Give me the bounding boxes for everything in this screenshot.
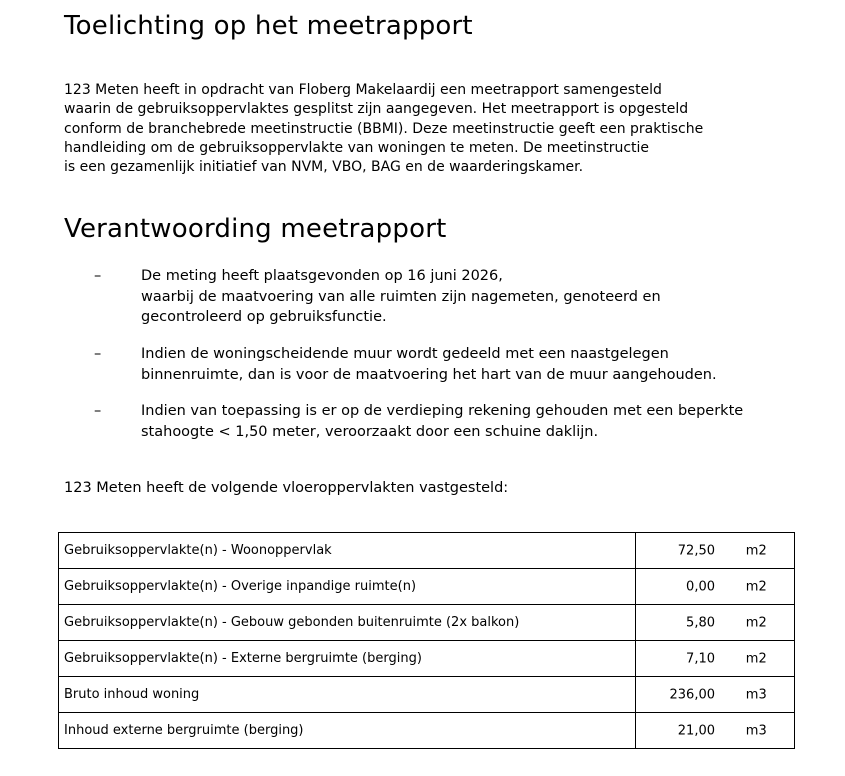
bullet-dash: – <box>94 346 102 362</box>
row-label: Bruto inhoud woning <box>59 677 636 713</box>
row-unit: m2 <box>745 543 767 558</box>
bullet-line: De meting heeft plaatsgevonden op 16 juni 2026, <box>141 268 503 284</box>
bullet-dash: – <box>94 403 102 419</box>
row-value-cell <box>635 533 794 569</box>
row-label: Gebruiksoppervlakte(n) - Gebouw gebonden buitenruimte (2x balkon) <box>59 605 636 641</box>
bullet-line: binnenruimte, dan is voor de maatvoering het hart van de muur aangehouden. <box>141 366 717 383</box>
intro-line: waarin de gebruiksoppervlaktes gesplitst zijn aangegeven. Het meetrapport is opgesteld <box>64 101 689 118</box>
row-value: 0,00 <box>686 579 715 594</box>
intro-line: 123 Meten heeft in opdracht van Floberg Makelaardij een meetrapport samengesteld <box>64 82 662 98</box>
bullet-text <box>141 401 743 442</box>
area-table <box>58 532 795 749</box>
table-row <box>59 605 795 641</box>
bullet-line: Indien van toepassing is er op de verdieping rekening gehouden met een beperkte <box>141 403 744 419</box>
bullet-line: gecontroleerd op gebruiksfunctie. <box>141 309 387 326</box>
intro-paragraph <box>64 81 703 177</box>
row-value: 7,10 <box>686 651 715 666</box>
row-unit: m2 <box>745 579 767 594</box>
row-value-cell <box>635 713 794 749</box>
row-value-cell <box>635 641 794 677</box>
row-value-cell <box>635 605 794 641</box>
section-title-verantwoording: Verantwoording meetrapport <box>64 214 447 244</box>
table-row <box>59 533 795 569</box>
row-value: 236,00 <box>669 687 715 702</box>
bullet-text <box>141 266 661 328</box>
table-row <box>59 641 795 677</box>
row-unit: m2 <box>745 651 767 666</box>
bullet-dash: – <box>94 268 102 284</box>
row-label: Gebruiksoppervlakte(n) - Woonoppervlak <box>59 533 636 569</box>
row-value-cell <box>635 677 794 713</box>
table-row <box>59 677 795 713</box>
table-row <box>59 713 795 749</box>
intro-line: is een gezamenlijk initiatief van NVM, VBO, BAG en de waarderingskamer. <box>64 159 584 176</box>
bullet-line: Indien de woningscheidende muur wordt gedeeld met een naastgelegen <box>141 346 669 362</box>
row-value-cell <box>635 569 794 605</box>
row-value: 72,50 <box>677 543 715 558</box>
row-unit: m3 <box>745 687 767 702</box>
section-title-toelichting: Toelichting op het meetrapport <box>64 11 473 41</box>
row-label: Inhoud externe bergruimte (berging) <box>59 713 636 749</box>
bullet-text <box>141 344 717 385</box>
table-row <box>59 569 795 605</box>
row-unit: m2 <box>745 615 767 630</box>
row-value: 21,00 <box>677 723 715 738</box>
intro-line: conform de branchebrede meetinstructie (BBMI). Deze meetinstructie geeft een praktische <box>64 120 704 137</box>
row-label: Gebruiksoppervlakte(n) - Overige inpandige ruimte(n) <box>59 569 636 605</box>
row-value: 5,80 <box>686 615 715 630</box>
row-unit: m3 <box>745 723 767 738</box>
bullet-line: stahoogte < 1,50 meter, veroorzaakt door een schuine daklijn. <box>141 423 599 440</box>
bullet-line: waarbij de maatvoering van alle ruimten zijn nagemeten, genoteerd en <box>141 288 661 305</box>
row-label: Gebruiksoppervlakte(n) - Externe bergruimte (berging) <box>59 641 636 677</box>
summary-text: 123 Meten heeft de volgende vloeroppervlakten vastgesteld: <box>64 480 509 496</box>
intro-line: handleiding om de gebruiksoppervlakte van woningen te meten. De meetinstructie <box>64 139 650 156</box>
